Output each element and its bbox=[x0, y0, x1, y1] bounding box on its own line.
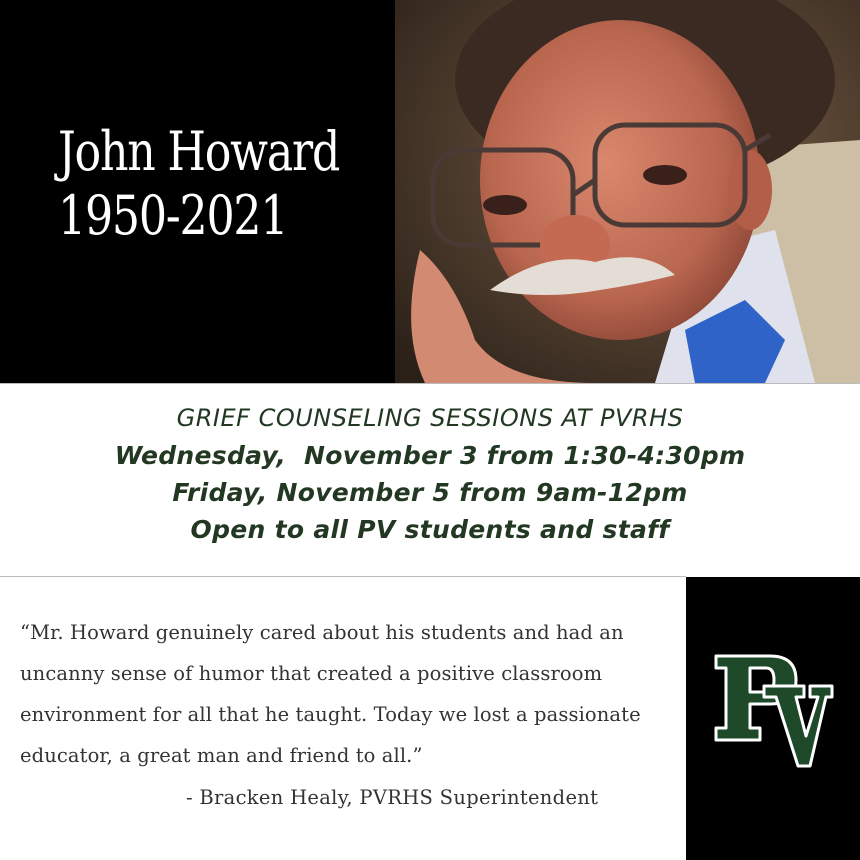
session-line-3: Open to all PV students and staff bbox=[190, 515, 670, 544]
quote-attribution: - Bracken Healy, PVRHS Superintendent bbox=[186, 786, 599, 809]
memorial-name: John Howard bbox=[58, 120, 340, 183]
superintendent-quote: “Mr. Howard genuinely cared about his students and had an uncanny sense of humor that created a positive classroom environment for all that he taught. Today we lost a passionate educator, a great man and friend to all.” bbox=[20, 621, 641, 767]
session-line-1: Wednesday, November 3 from 1:30-4:30pm bbox=[114, 441, 746, 470]
grief-counseling-info bbox=[0, 400, 860, 548]
name-block bbox=[58, 120, 339, 248]
portrait-photo bbox=[395, 0, 860, 383]
session-line-2: Friday, November 5 from 9am-12pm bbox=[172, 478, 688, 507]
name-panel bbox=[0, 0, 395, 383]
bottom-divider bbox=[0, 576, 686, 577]
top-divider bbox=[0, 383, 860, 384]
sessions-title: GRIEF COUNSELING SESSIONS AT PVRHS bbox=[176, 404, 684, 432]
memorial-years: 1950-2021 bbox=[58, 184, 288, 247]
pv-logo bbox=[712, 650, 836, 772]
